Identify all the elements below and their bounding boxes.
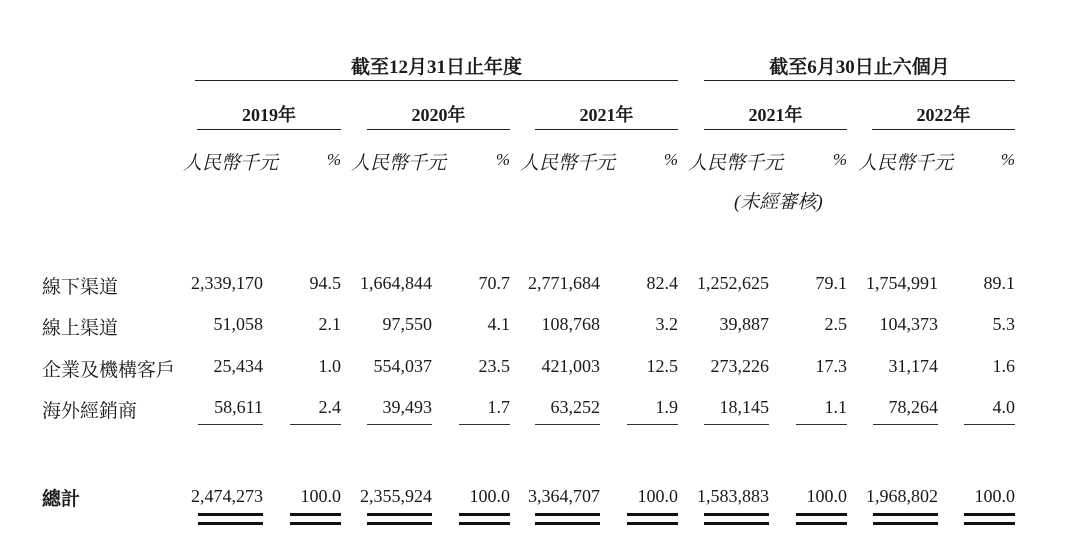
total-double-rule — [198, 513, 263, 525]
subtotal-rule — [367, 424, 432, 425]
cell-pct: 1.9 — [655, 397, 678, 417]
cell-value: 97,550 — [382, 314, 432, 334]
total-value: 2,355,924 — [360, 486, 432, 506]
cell-value: 1,664,844 — [360, 273, 432, 293]
cell-pct: 2.4 — [318, 397, 341, 417]
cell-pct: 1.7 — [487, 397, 510, 417]
cell-pct: 94.5 — [309, 273, 341, 293]
cell-value: 78,264 — [888, 397, 938, 417]
subtotal-rule — [873, 424, 938, 425]
cell-value: 63,252 — [550, 397, 600, 417]
total-label: 總計 — [42, 489, 81, 510]
unit-rmb-2019: 人民幣千元 — [183, 153, 279, 174]
cell-pct: 70.7 — [478, 273, 510, 293]
cell-value: 2,339,170 — [191, 273, 263, 293]
unit-rmb-2020: 人民幣千元 — [351, 153, 447, 174]
unit-pct-2021-h1: % — [832, 150, 847, 169]
subtotal-rule — [796, 424, 847, 425]
subtotal-rule — [290, 424, 341, 425]
cell-pct: 1.6 — [992, 356, 1015, 376]
group-header-fiscal-year: 截至12月31日止年度 — [350, 57, 522, 78]
cell-pct: 2.1 — [318, 314, 341, 334]
year-header-2019: 2019年 — [242, 105, 296, 125]
cell-value: 18,145 — [719, 397, 769, 417]
row-label: 線上渠道 — [42, 318, 119, 339]
unit-pct-2019: % — [326, 150, 341, 169]
cell-value: 58,611 — [214, 397, 263, 417]
total-double-rule — [459, 513, 510, 525]
total-double-rule — [535, 513, 600, 525]
cell-value: 421,003 — [541, 356, 600, 376]
cell-value: 273,226 — [710, 356, 769, 376]
unit-rmb-2021-h1: 人民幣千元 — [688, 153, 784, 174]
subtotal-rule — [964, 424, 1015, 425]
group-header-six-months-rule — [704, 80, 1015, 81]
cell-pct: 5.3 — [992, 314, 1015, 334]
year-header-2022-h1: 2022年 — [916, 105, 971, 125]
total-pct: 100.0 — [469, 486, 510, 506]
total-pct: 100.0 — [806, 486, 847, 506]
year-rule-2019 — [197, 129, 341, 130]
group-header-six-months: 截至6月30日止六個月 — [769, 57, 950, 78]
year-header-2020: 2020年 — [411, 105, 466, 125]
year-rule-2021 — [535, 129, 678, 130]
cell-value: 104,373 — [879, 314, 938, 334]
cell-pct: 12.5 — [646, 356, 678, 376]
total-pct: 100.0 — [974, 486, 1015, 506]
total-double-rule — [873, 513, 938, 525]
total-double-rule — [367, 513, 432, 525]
year-rule-2020 — [367, 129, 510, 130]
cell-pct: 4.0 — [992, 397, 1015, 417]
cell-value: 39,493 — [382, 397, 432, 417]
row-label: 線下渠道 — [42, 277, 119, 298]
total-double-rule — [964, 513, 1015, 525]
unit-pct-2022-h1: % — [1000, 150, 1015, 169]
subtotal-rule — [198, 424, 263, 425]
cell-value: 39,887 — [719, 314, 769, 334]
total-value: 1,583,883 — [697, 486, 769, 506]
cell-value: 108,768 — [541, 314, 600, 334]
cell-value: 2,771,684 — [528, 273, 600, 293]
total-value: 3,364,707 — [528, 486, 600, 506]
cell-value: 25,434 — [213, 356, 263, 376]
year-rule-2022-h1 — [872, 129, 1015, 130]
group-header-fiscal-year-rule — [195, 80, 678, 81]
row-label: 企業及機構客戶 — [42, 360, 176, 381]
cell-pct: 4.1 — [487, 314, 510, 334]
subtotal-rule — [459, 424, 510, 425]
cell-value: 31,174 — [888, 356, 938, 376]
cell-pct: 1.1 — [824, 397, 847, 417]
cell-value: 554,037 — [373, 356, 432, 376]
cell-value: 51,058 — [213, 314, 263, 334]
cell-pct: 1.0 — [318, 356, 341, 376]
subtotal-rule — [627, 424, 678, 425]
total-double-rule — [627, 513, 678, 525]
subtotal-rule — [535, 424, 600, 425]
unit-rmb-2022-h1: 人民幣千元 — [858, 153, 954, 174]
cell-pct: 23.5 — [478, 356, 510, 376]
unit-pct-2021: % — [663, 150, 678, 169]
cell-value: 1,754,991 — [866, 273, 938, 293]
subtotal-rule — [704, 424, 769, 425]
unit-pct-2020: % — [495, 150, 510, 169]
unaudited-note: (未經審核) — [734, 192, 823, 213]
total-value: 2,474,273 — [191, 486, 263, 506]
cell-pct: 82.4 — [646, 273, 678, 293]
cell-pct: 79.1 — [815, 273, 847, 293]
cell-value: 1,252,625 — [697, 273, 769, 293]
total-double-rule — [796, 513, 847, 525]
total-double-rule — [704, 513, 769, 525]
year-header-2021: 2021年 — [579, 105, 634, 125]
year-header-2021-h1: 2021年 — [748, 105, 803, 125]
total-value: 1,968,802 — [866, 486, 938, 506]
unit-rmb-2021: 人民幣千元 — [520, 153, 616, 174]
cell-pct: 89.1 — [983, 273, 1015, 293]
cell-pct: 3.2 — [655, 314, 678, 334]
cell-pct: 17.3 — [815, 356, 847, 376]
total-double-rule — [290, 513, 341, 525]
row-label: 海外經銷商 — [42, 401, 138, 422]
total-pct: 100.0 — [300, 486, 341, 506]
total-pct: 100.0 — [637, 486, 678, 506]
cell-pct: 2.5 — [824, 314, 847, 334]
year-rule-2021-h1 — [704, 129, 847, 130]
